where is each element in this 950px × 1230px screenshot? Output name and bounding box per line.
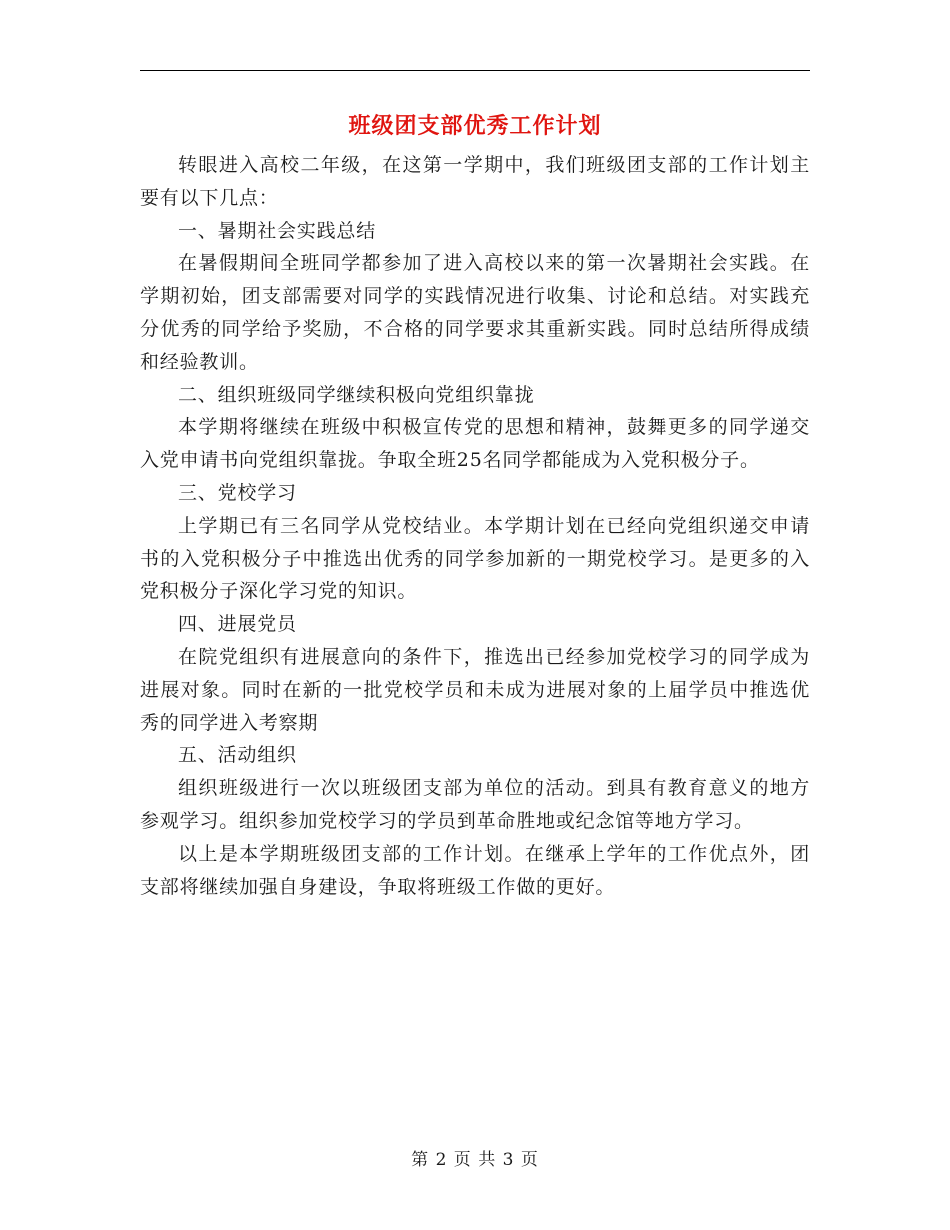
- header-rule: [140, 70, 810, 71]
- paragraph-party-outreach: 本学期将继续在班级中积极宣传党的思想和精神，鼓舞更多的同学递交入党申请书向党组织靠拢。争取全班25名同学都能成为入党积极分子。: [140, 416, 810, 472]
- paragraph-party-school: 上学期已有三名同学从党校结业。本学期计划在已经向党组织递交申请书的入党积极分子中推选出优秀的同学参加新的一期党校学习。是更多的入党积极分子深化学习党的知识。: [140, 514, 810, 603]
- intro-paragraph: 转眼进入高校二年级，在这第一学期中，我们班级团支部的工作计划主要有以下几点：: [140, 154, 810, 209]
- paragraph-member-development: 在院党组织有进展意向的条件下，推选出已经参加党校学习的同学成为进展对象。同时在新的一批党校学员和未成为进展对象的上届学员中推选优秀的同学进入考察期: [140, 645, 810, 734]
- section-heading-party-school: 三、党校学习: [178, 481, 297, 504]
- document-body: [140, 149, 810, 903]
- section-heading-party-outreach: 二、组织班级同学继续积极向党组织靠拢: [178, 383, 535, 406]
- paragraph-activities: 组织班级进行一次以班级团支部为单位的活动。到具有教育意义的地方参观学习。组织参加党校学习的学员到革命胜地或纪念馆等地方学习。: [140, 777, 810, 832]
- section-heading-summer-practice: 一、暑期社会实践总结: [178, 219, 377, 242]
- section-heading-member-development: 四、进展党员: [178, 613, 297, 636]
- document-title: 班级团支部优秀工作计划: [348, 113, 602, 139]
- page-number-footer: 第 2 页 共 3 页: [411, 1150, 539, 1170]
- section-heading-activities: 五、活动组织: [178, 744, 297, 767]
- closing-paragraph: 以上是本学期班级团支部的工作计划。在继承上学年的工作优点外，团支部将继续加强自身建设，争取将班级工作做的更好。: [140, 842, 810, 898]
- paragraph-summer-practice: 在暑假期间全班同学都参加了进入高校以来的第一次暑期社会实践。在学期初始，团支部需要对同学的实践情况进行收集、讨论和总结。对实践充分优秀的同学给予奖励，不合格的同学要求其重新实践。同时总结所得成绩和经验教训。: [140, 252, 810, 373]
